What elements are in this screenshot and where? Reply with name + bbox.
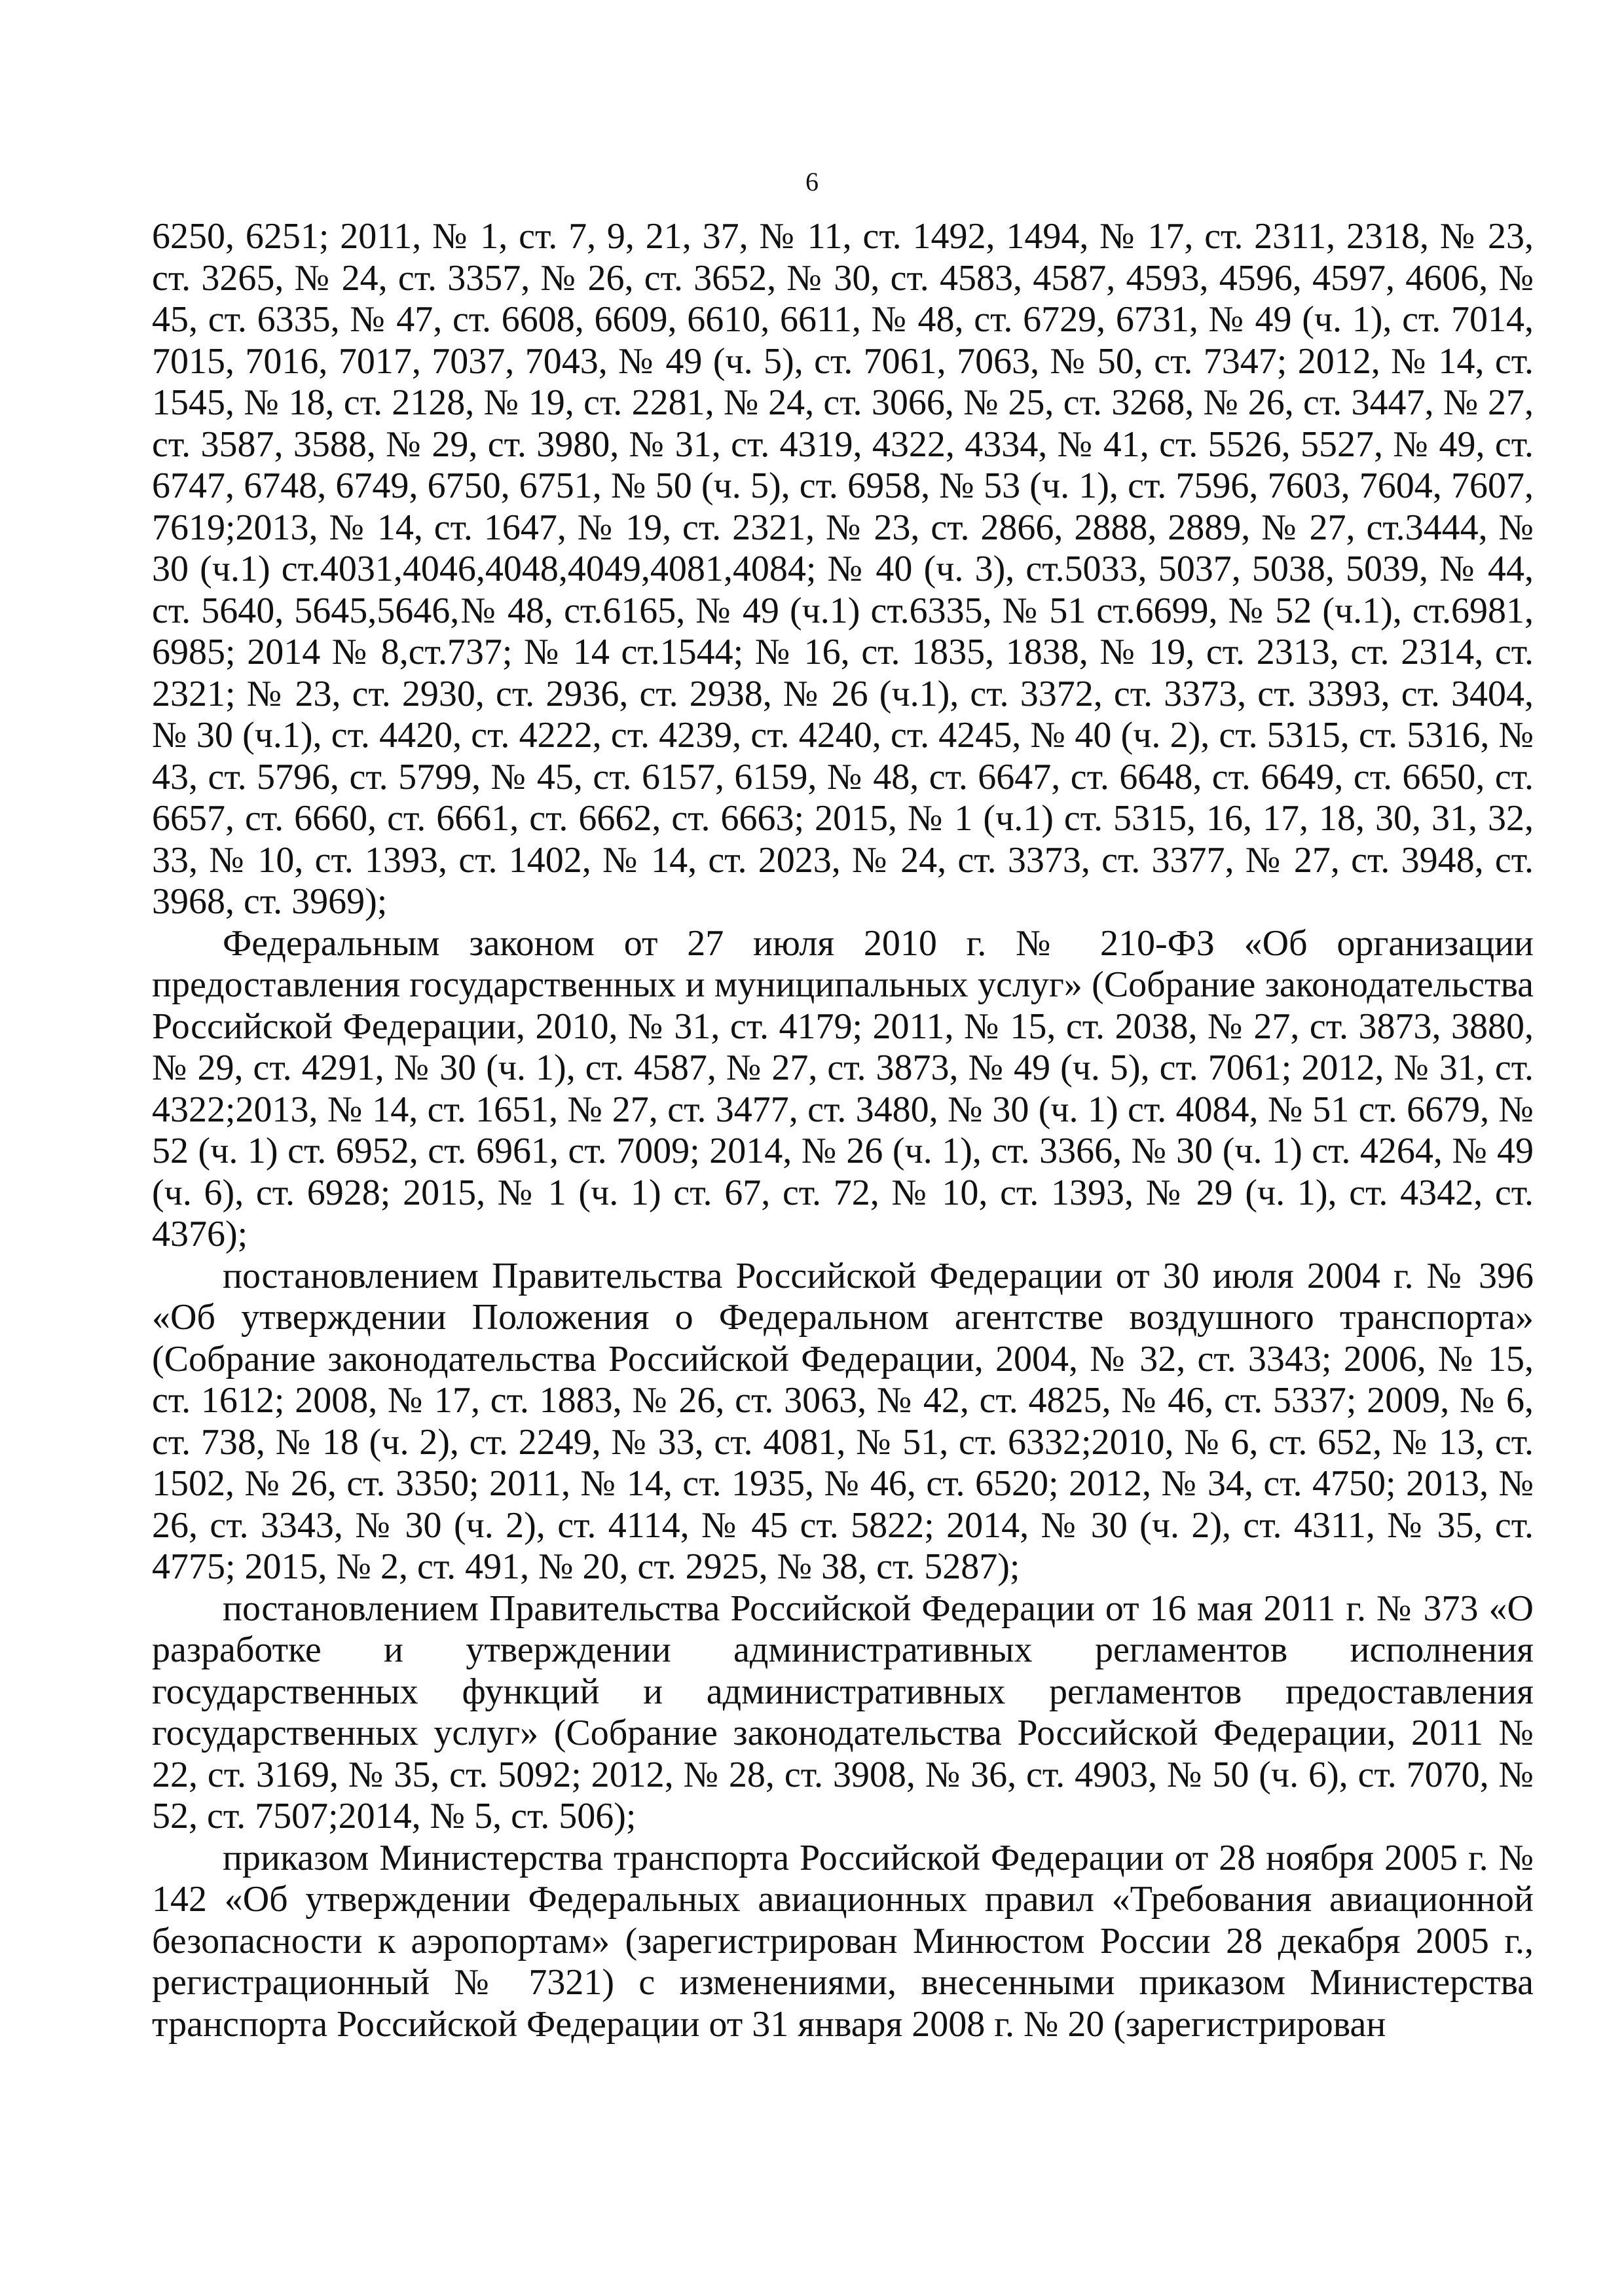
paragraph-government-decree-373: постановлением Правительства Российской Федерации от 16 мая 2011 г. № 373 «О разработке и утверждении административных регламентов исполнения государственных функций и административных регламентов предоставления государственных услуг» (Собрание законодательства Российской Федерации, 2011 № 22, ст. 3169, № 35, ст. 5092; 2012, № 28, ст. 3908, № 36, ст. 4903, № 50 (ч. 6), ст. 7070, № 52, ст. 7507;2014, № 5, ст. 506); <box>152 1588 1534 1836</box>
document-body <box>152 216 1534 2045</box>
page-number: 6 <box>805 167 819 196</box>
paragraph-federal-law-210: Федеральным законом от 27 июля 2010 г. № 210-ФЗ «Об организации предоставления государственных и муниципальных услуг» (Собрание законодательства Российской Федерации, 2010, № 31, ст. 4179; 2011, № 15, ст. 2038, № 27, ст. 3873, 3880, № 29, ст. 4291, № 30 (ч. 1), ст. 4587, № 27, ст. 3873, № 49 (ч. 5), ст. 7061; 2012, № 31, ст. 4322;2013, № 14, ст. 1651, № 27, ст. 3477, ст. 3480, № 30 (ч. 1) ст. 4084, № 51 ст. 6679, № 52 (ч. 1) ст. 6952, ст. 6961, ст. 7009; 2014, № 26 (ч. 1), ст. 3366, № 30 (ч. 1) ст. 4264, № 49 (ч. 6), ст. 6928; 2015, № 1 (ч. 1) ст. 67, ст. 72, № 10, ст. 1393, № 29 (ч. 1), ст. 4342, ст. 4376); <box>152 922 1534 1254</box>
paragraph-citation-continuation: 6250, 6251; 2011, № 1, ст. 7, 9, 21, 37, № 11, ст. 1492, 1494, № 17, ст. 2311, 2318, № 23, ст. 3265, № 24, ст. 3357, № 26, ст. 3652, № 30, ст. 4583, 4587, 4593, 4596, 4597, 4606, № 45, ст. 6335, № 47, ст. 6608, 6609, 6610, 6611, № 48, ст. 6729, 6731, № 49 (ч. 1), ст. 7014, 7015, 7016, 7017, 7037, 7043, № 49 (ч. 5), ст. 7061, 7063, № 50, ст. 7347; 2012, № 14, ст. 1545, № 18, ст. 2128, № 19, ст. 2281, № 24, ст. 3066, № 25, ст. 3268, № 26, ст. 3447, № 27, ст. 3587, 3588, № 29, ст. 3980, № 31, ст. 4319, 4322, 4334, № 41, ст. 5526, 5527, № 49, ст. 6747, 6748, 6749, 6750, 6751, № 50 (ч. 5), ст. 6958, № 53 (ч. 1), ст. 7596, 7603, 7604, 7607, 7619;2013, № 14, ст. 1647, № 19, ст. 2321, № 23, ст. 2866, 2888, 2889, № 27, ст.3444, № 30 (ч.1) ст.4031,4046,4048,4049,4081,4084; № 40 (ч. 3), ст.5033, 5037, 5038, 5039, № 44, ст. 5640, 5645,5646,№ 48, ст.6165, № 49 (ч.1) ст.6335, № 51 ст.6699, № 52 (ч.1), ст.6981, 6985; 2014 № 8,ст.737; № 14 ст.1544; № 16, ст. 1835, 1838, № 19, ст. 2313, ст. 2314, ст. 2321; № 23, ст. 2930, ст. 2936, ст. 2938, № 26 (ч.1), ст. 3372, ст. 3373, ст. 3393, ст. 3404, № 30 (ч.1), ст. 4420, ст. 4222, ст. 4239, ст. 4240, ст. 4245, № 40 (ч. 2), ст. 5315, ст. 5316, № 43, ст. 5796, ст. 5799, № 45, ст. 6157, 6159, № 48, ст. 6647, ст. 6648, ст. 6649, ст. 6650, ст. 6657, ст. 6660, ст. 6661, ст. 6662, ст. 6663; 2015, № 1 (ч.1) ст. 5315, 16, 17, 18, 30, 31, 32, 33, № 10, ст. 1393, ст. 1402, № 14, ст. 2023, № 24, ст. 3373, ст. 3377, № 27, ст. 3948, ст. 3968, ст. 3969); <box>152 216 1534 922</box>
paragraph-mintrans-order-142: приказом Министерства транспорта Российской Федерации от 28 ноября 2005 г. № 142 «Об утверждении Федеральных авиационных правил «Требования авиационной безопасности к аэропортам» (зарегистрирован Минюстом России 28 декабря 2005 г., регистрационный № 7321) с изменениями, внесенными приказом Министерства транспорта Российской Федерации от 31 января 2008 г. № 20 (зарегистрирован <box>152 1837 1534 2045</box>
paragraph-government-decree-396: постановлением Правительства Российской Федерации от 30 июля 2004 г. № 396 «Об утверждении Положения о Федеральном агентстве воздушного транспорта» (Собрание законодательства Российской Федерации, 2004, № 32, ст. 3343; 2006, № 15, ст. 1612; 2008, № 17, ст. 1883, № 26, ст. 3063, № 42, ст. 4825, № 46, ст. 5337; 2009, № 6, ст. 738, № 18 (ч. 2), ст. 2249, № 33, ст. 4081, № 51, ст. 6332;2010, № 6, ст. 652, № 13, ст. 1502, № 26, ст. 3350; 2011, № 14, ст. 1935, № 46, ст. 6520; 2012, № 34, ст. 4750; 2013, № 26, ст. 3343, № 30 (ч. 2), ст. 4114, № 45 ст. 5822; 2014, № 30 (ч. 2), ст. 4311, № 35, ст. 4775; 2015, № 2, ст. 491, № 20, ст. 2925, № 38, ст. 5287); <box>152 1255 1534 1587</box>
